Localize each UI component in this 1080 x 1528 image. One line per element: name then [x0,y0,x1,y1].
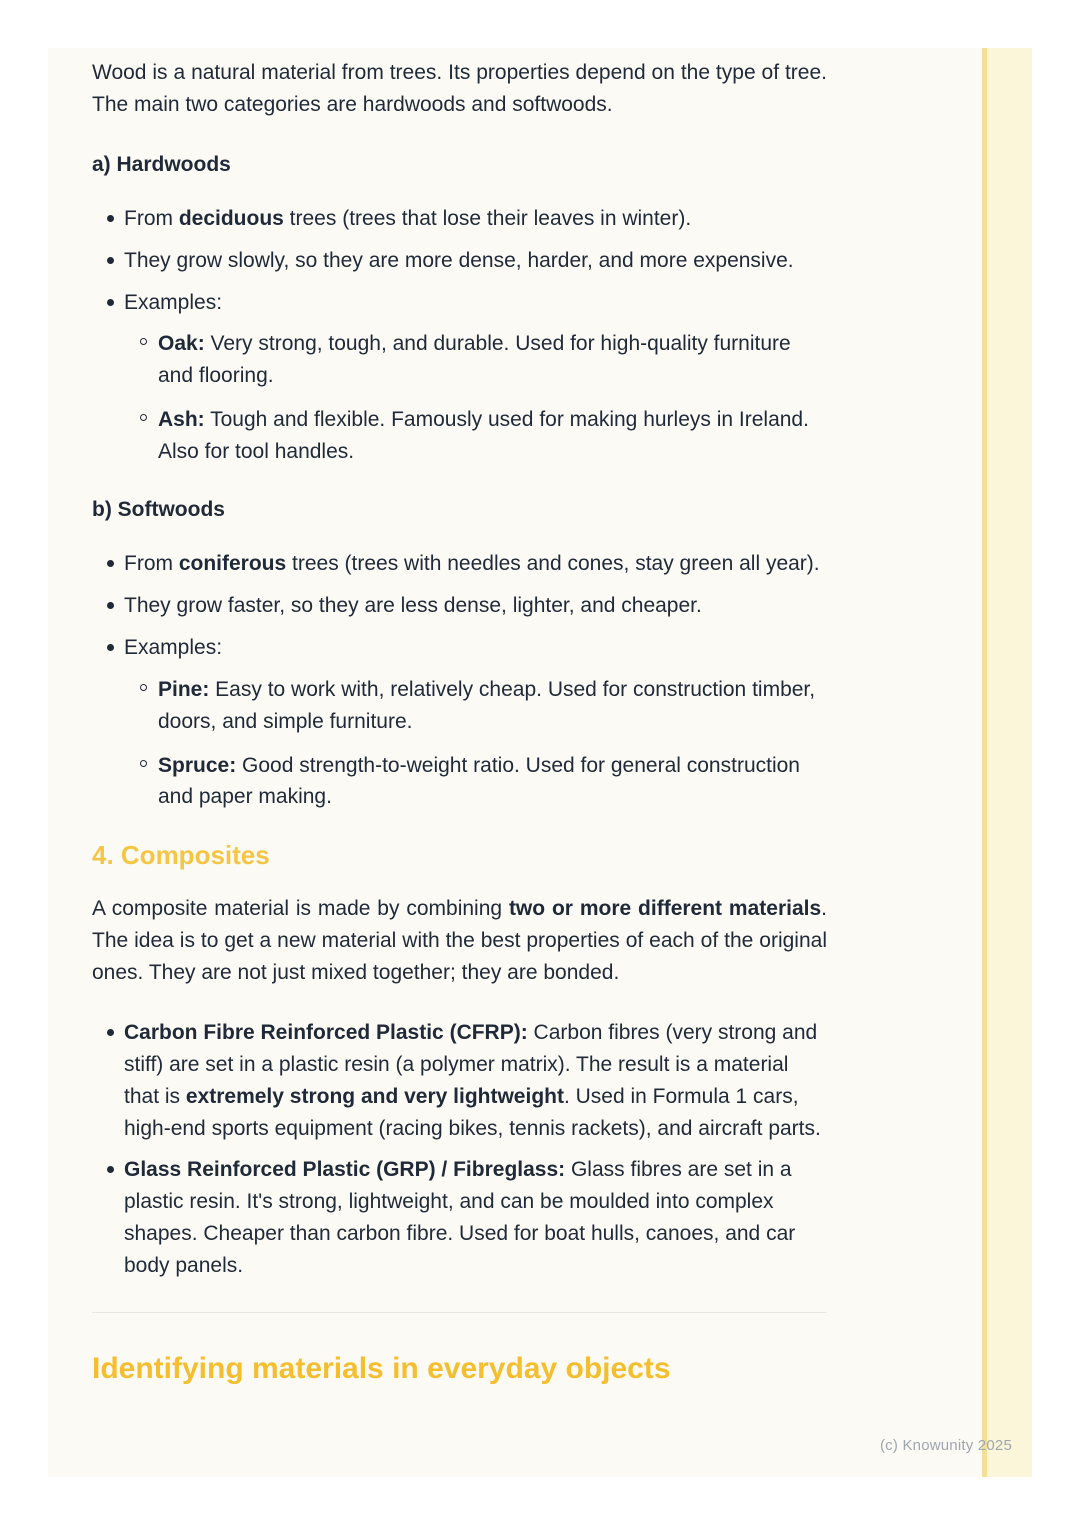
list-item-text: They grow slowly, so they are more dense, harder, and more expensive. [124,248,794,272]
composites-paragraph: A composite material is made by combining two or more different materials. The idea is to get a new material with the best properties of each of the original ones. They are not just mixed together; they are bonded. [92,897,827,984]
composites-heading: 4. Composites [92,840,270,871]
list-item [107,245,827,277]
bullet-dot-icon [107,560,114,567]
bullet-dot-icon [107,644,114,651]
list-item [140,674,827,738]
list-item-text: Carbon Fibre Reinforced Plastic (CFRP): Carbon fibres (very strong and stiff) are set in a plastic resin (a polymer matrix). The result is a material that is extremely strong and very lightweight. Used in Formula 1 cars, high-end sports equipment (racing bikes, tennis rackets), and aircraft parts. [124,1020,821,1140]
softwoods-heading: b) Softwoods [92,498,225,522]
intro-paragraph: Wood is a natural material from trees. Its properties depend on the type of tree. The main two categories are hardwoods and softwoods. [92,61,827,116]
list-item-text: From coniferous trees (trees with needles and cones, stay green all year). [124,551,820,575]
highlight-stripe [982,48,1032,1477]
bullet-circle-icon [140,338,147,345]
list-item-text: Ash: Tough and flexible. Famously used for making hurleys in Ireland. Also for tool handles. [158,408,809,464]
bullet-circle-icon [140,760,147,767]
bullet-dot-icon [107,1166,114,1173]
list-item-text: Spruce: Good strength-to-weight ratio. Used for general construction and paper making. [158,753,800,809]
list-item-text: From deciduous trees (trees that lose their leaves in winter). [124,206,692,230]
list-item-text: They grow faster, so they are less dense, lighter, and cheaper. [124,593,702,617]
note-content [48,48,827,1434]
bullet-dot-icon [107,1029,114,1036]
list-item-text: Oak: Very strong, tough, and durable. Used for high-quality furniture and flooring. [158,332,791,388]
list-item [107,287,827,469]
section-divider [92,1312,827,1313]
list-item [140,328,827,392]
list-item [107,590,827,622]
list-item-text: Pine: Easy to work with, relatively cheap. Used for construction timber, doors, and simple furniture. [158,677,816,733]
bullet-circle-icon [140,414,147,421]
bullet-dot-icon [107,257,114,264]
bullet-dot-icon [107,299,114,306]
softwoods-examples-list [124,674,827,814]
list-item [107,203,827,235]
note-page-card [48,48,1032,1477]
hardwoods-list [92,203,827,468]
list-item [107,632,827,814]
hardwoods-examples-list [124,328,827,468]
list-item [107,548,827,580]
composites-list [92,1017,827,1282]
next-section-title: Identifying materials in everyday objects [92,1352,671,1386]
copyright-watermark: (c) Knowunity 2025 [879,1437,1012,1454]
list-item [107,1017,827,1145]
bullet-dot-icon [107,215,114,222]
list-item [140,404,827,468]
list-item-text: Glass Reinforced Plastic (GRP) / Fibreglass: Glass fibres are set in a plastic resin. It's strong, lightweight, and can be moulded into complex shapes. Cheaper than carbon fibre. Used for boat hulls, canoes, and car body panels. [124,1158,796,1278]
list-item-text: Examples: [124,635,223,659]
list-item [140,750,827,814]
bullet-dot-icon [107,602,114,609]
list-item [107,1154,827,1282]
list-item-text: Examples: [124,290,223,314]
hardwoods-heading: a) Hardwoods [92,152,231,176]
softwoods-list [92,548,827,813]
bullet-circle-icon [140,684,147,691]
